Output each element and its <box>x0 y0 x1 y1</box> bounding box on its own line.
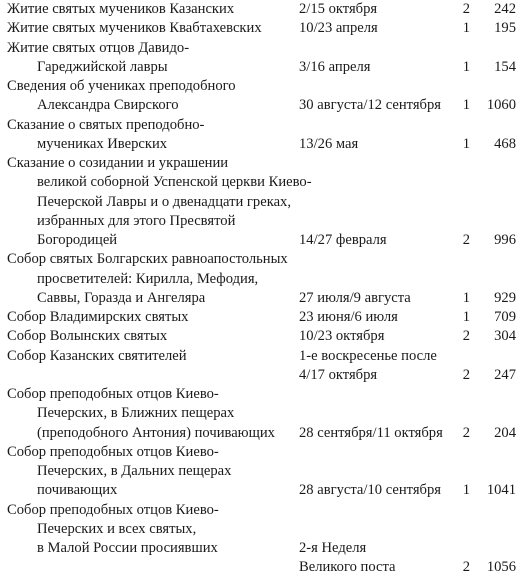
feast-date: 4/17 октября <box>299 366 378 383</box>
index-line <box>0 0 523 19</box>
feast-date: 28 сентября/11 октября <box>299 424 443 441</box>
index-line <box>0 289 523 308</box>
feast-date: 23 июня/6 июля <box>299 309 398 325</box>
volume-number: 1 <box>462 309 470 325</box>
entry-title: Собор преподобных отцов Киево- <box>7 443 219 460</box>
volume-number: 1 <box>462 482 470 499</box>
entry-title: Печерской Лавры и о двенадцати греках, <box>37 193 291 210</box>
volume-number: 2 <box>462 424 470 441</box>
index-line <box>0 520 523 539</box>
entry-title: Собор Казанских святителей <box>7 347 187 364</box>
volume-number: 2 <box>462 328 470 345</box>
feast-date: 13/26 мая <box>299 135 359 152</box>
entry-title: Собор Волынских святых <box>7 328 168 345</box>
entry-title: просветителей: Кирилла, Мефодия, <box>37 270 259 287</box>
index-entry <box>0 77 523 116</box>
feast-date: 10/23 апреля <box>299 20 378 37</box>
entry-title: Печерских и всех святых, <box>37 520 197 537</box>
index-entry <box>0 19 523 38</box>
index-line <box>0 96 523 115</box>
page-number: 304 <box>494 328 516 345</box>
feast-date: 3/16 апреля <box>299 58 371 75</box>
index-line <box>0 558 523 577</box>
volume-number: 2 <box>462 366 470 383</box>
entry-title: Собор Владимирских святых <box>7 309 189 325</box>
entry-title: Сказание о созидании и украшении <box>7 155 229 171</box>
index-line <box>0 270 523 289</box>
entry-title: Собор преподобных отцов Киево- <box>7 386 219 402</box>
index-entry <box>0 385 523 443</box>
entry-title: Богородицей <box>37 232 118 248</box>
index-line <box>0 19 523 38</box>
volume-number: 2 <box>462 559 470 576</box>
entry-title: мучениках Иверских <box>37 135 168 152</box>
index-line <box>0 77 523 96</box>
index-line <box>0 385 523 404</box>
index-entry <box>0 327 523 346</box>
page-number: 468 <box>494 135 516 152</box>
index-line <box>0 443 523 462</box>
entry-title: Собор преподобных отцов Киево- <box>7 501 219 518</box>
index-line <box>0 404 523 423</box>
entry-title: Саввы, Горазда и Ангеляра <box>37 289 206 306</box>
index-line <box>0 501 523 520</box>
index-entry <box>0 0 523 19</box>
index-line <box>0 308 523 327</box>
index-entry <box>0 154 523 250</box>
feast-date: 2-я Неделя <box>299 540 367 556</box>
volume-number: 1 <box>462 135 470 152</box>
page-number: 247 <box>494 366 516 383</box>
page-number: 195 <box>494 20 516 37</box>
entry-title: Александра Свирского <box>37 97 179 114</box>
index-entry <box>0 116 523 155</box>
index-entry <box>0 308 523 327</box>
index-line <box>0 462 523 481</box>
index-entry <box>0 501 523 578</box>
index-line <box>0 366 523 385</box>
index-line <box>0 327 523 346</box>
entry-title: великой соборной Успенской церкви Киево- <box>37 174 312 191</box>
entry-title: Печерских, в Ближних пещерах <box>37 405 235 422</box>
volume-number: 1 <box>462 289 470 306</box>
entry-title: в Малой России просиявших <box>37 540 218 556</box>
index-line <box>0 424 523 443</box>
entry-title: почивающих <box>37 482 118 499</box>
feast-date: 27 июля/9 августа <box>299 289 411 306</box>
page-number: 1041 <box>486 482 516 499</box>
feast-date: 14/27 февраля <box>299 232 387 248</box>
index-line <box>0 39 523 58</box>
index-entry <box>0 39 523 78</box>
index-line <box>0 193 523 212</box>
volume-number: 1 <box>462 97 470 114</box>
page-number: 1060 <box>486 97 516 114</box>
index-line <box>0 135 523 154</box>
page-number: 154 <box>494 58 516 75</box>
volume-number: 2 <box>462 232 470 248</box>
index-line <box>0 231 523 250</box>
feast-date: 28 августа/10 сентября <box>299 482 441 499</box>
feast-date: 10/23 октября <box>299 328 385 345</box>
index-line <box>0 539 523 558</box>
entry-title: Житие святых мучеников Казанских <box>7 1 235 17</box>
page-number: 996 <box>494 232 516 248</box>
index-line <box>0 58 523 77</box>
page-number: 929 <box>494 289 516 306</box>
entry-title: (преподобного Антония) почивающих <box>37 424 275 441</box>
page-number: 204 <box>494 424 516 441</box>
feast-date: Великого поста <box>299 559 396 576</box>
index-line <box>0 481 523 500</box>
index-line <box>0 154 523 173</box>
entry-title: Житие святых отцов Давидо- <box>7 39 190 56</box>
feast-date: 30 августа/12 сентября <box>299 97 441 114</box>
entry-title: Гареджийской лавры <box>37 58 168 75</box>
volume-number: 2 <box>462 1 470 17</box>
volume-number: 1 <box>462 58 470 75</box>
page-number: 709 <box>494 309 516 325</box>
index-line <box>0 212 523 231</box>
index-line <box>0 116 523 135</box>
index-entry <box>0 347 523 386</box>
entry-title: Печерских, в Дальних пещерах <box>37 463 232 479</box>
feast-date: 2/15 октября <box>299 1 378 17</box>
entry-title: Житие святых мучеников Квабтахевских <box>7 20 262 37</box>
entry-title: Сказание о святых преподобно- <box>7 116 205 133</box>
index-line <box>0 173 523 192</box>
index-entry <box>0 250 523 308</box>
index-line <box>0 347 523 366</box>
index-entry <box>0 443 523 501</box>
entry-title: Собор святых Болгарских равноапостольных <box>7 251 288 268</box>
page-number: 1056 <box>486 559 516 576</box>
index-line <box>0 250 523 269</box>
entry-title: Сведения об учениках преподобного <box>7 78 236 94</box>
page-number: 242 <box>494 1 516 17</box>
feast-date: 1-е воскресенье после <box>299 347 437 364</box>
entry-title: избранных для этого Пресвятой <box>37 212 236 229</box>
volume-number: 1 <box>462 20 470 37</box>
